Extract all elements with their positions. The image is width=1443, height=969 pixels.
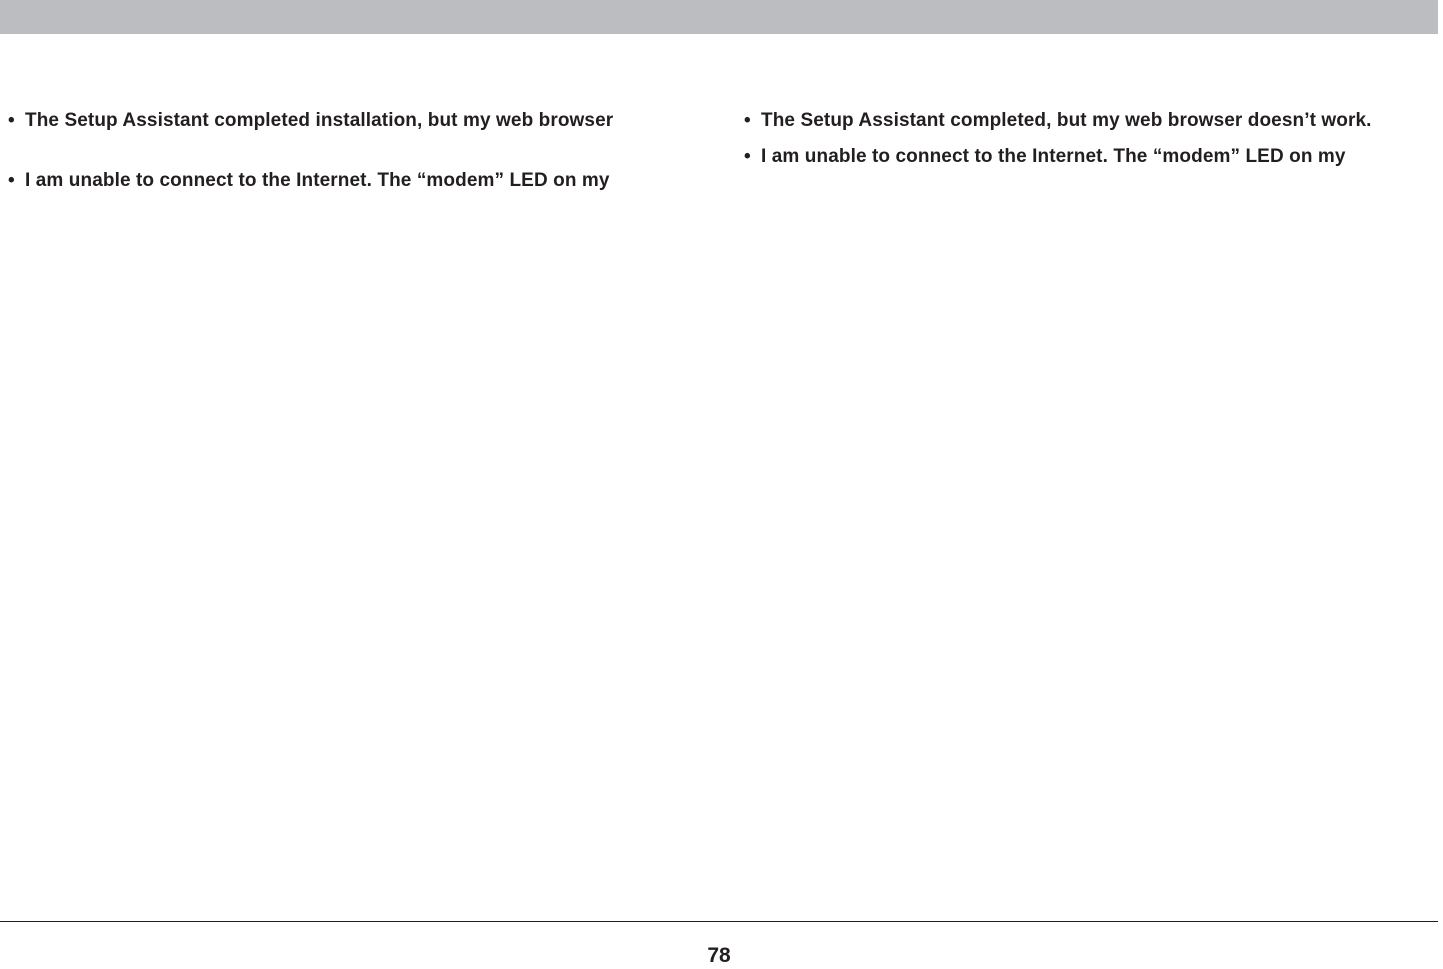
list-item bbox=[744, 145, 1443, 169]
left-bullet-list bbox=[8, 109, 708, 193]
list-item-text: I am unable to connect to the Internet. The “modem” LED on my bbox=[25, 170, 610, 191]
bullet-icon: • bbox=[744, 110, 751, 131]
list-item-text: The Setup Assistant completed, but my web browser doesn’t work. bbox=[761, 110, 1372, 131]
list-item-text: I am unable to connect to the Internet. The “modem” LED on my bbox=[761, 146, 1346, 167]
bullet-icon: • bbox=[8, 170, 15, 191]
list-item bbox=[8, 169, 708, 193]
header-band bbox=[0, 0, 1438, 34]
page-number: 78 bbox=[707, 944, 731, 967]
list-item-text: The Setup Assistant completed installation, but my web browser bbox=[25, 110, 614, 131]
footer-divider bbox=[0, 921, 1438, 922]
list-item bbox=[8, 109, 708, 133]
bullet-icon: • bbox=[744, 146, 751, 167]
right-bullet-list bbox=[744, 109, 1443, 169]
list-item bbox=[744, 109, 1443, 133]
bullet-icon: • bbox=[8, 110, 15, 131]
